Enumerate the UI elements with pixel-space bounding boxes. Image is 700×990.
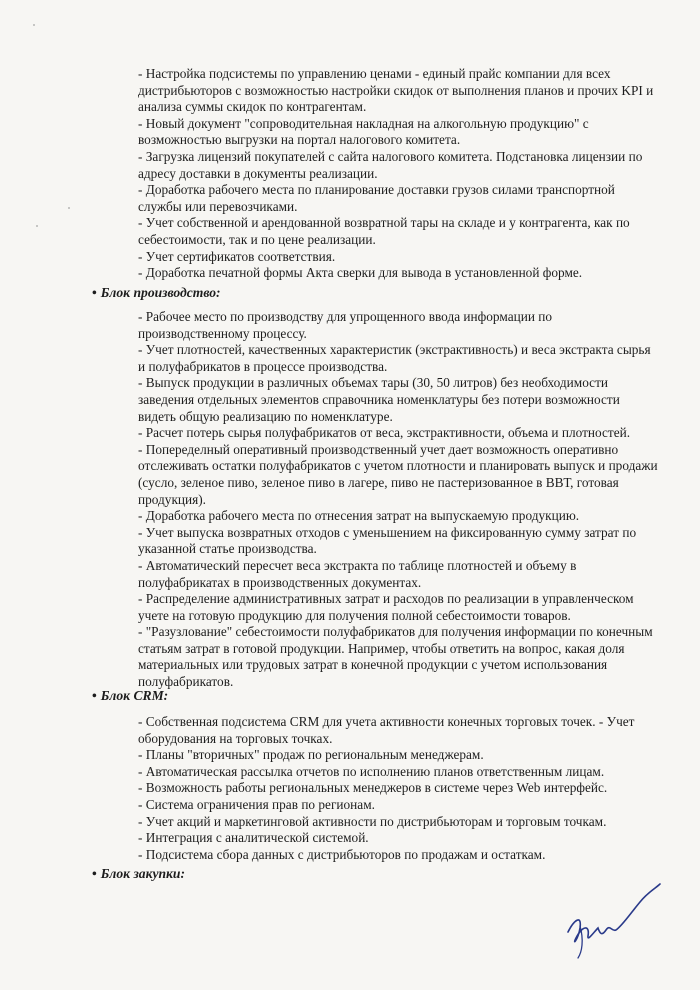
production-features-list [138, 309, 658, 691]
text-line: указанной статье производства. [138, 541, 317, 557]
text-line: оборудования на торговых точках. [138, 730, 333, 746]
text-line: службы или перевозчиками. [138, 198, 298, 214]
text-line: - Собственная подсистема CRM для учета активности конечных торговых точек. - Учет [138, 714, 635, 729]
text-line: - Рабочее место по производству для упрощенного ввода информации по [138, 309, 553, 324]
heading-purchase [92, 866, 185, 882]
text-line: - Новый документ "сопроводительная накладная на алкогольную продукцию" с [138, 115, 589, 131]
text-line: - Автоматическая рассылка отчетов по исполнению планов ответственным лицам. [138, 763, 605, 779]
text-line: себестоимости, так и по цене реализации. [138, 231, 376, 247]
text-line: - Подсистема сбора данных с дистрибьюторов по продажам и остаткам. [138, 846, 546, 862]
text-line: адресу доставки в документы реализации. [138, 165, 378, 181]
text-line: материальных или трудовых затрат в конечной продукции с учетом использования [138, 657, 608, 673]
text-line: - Интеграция с аналитической системой. [138, 830, 369, 846]
paper-speck [36, 225, 38, 227]
bullet-icon: • [92, 688, 97, 703]
text-line: заведения отдельных элементов справочника номенклатуры без потери возможности [138, 391, 620, 407]
text-line: - Настройка подсистемы по управлению ценами - единый прайс компании для всех [138, 66, 611, 81]
text-line: - Учет акций и маркетинговой активности по дистрибьюторам и торговым точкам. [138, 813, 607, 829]
paper-speck [33, 24, 35, 26]
text-line: анализа суммы скидок по контрагентам. [138, 99, 367, 115]
text-line: - Учет сертификатов соответствия. [138, 248, 336, 264]
sales-features-list [138, 66, 658, 282]
text-line: и полуфабрикатов в процессе производства. [138, 358, 388, 374]
bullet-icon: • [92, 866, 97, 881]
paper-speck [68, 207, 70, 209]
text-line: полуфабрикатов. [138, 674, 234, 690]
text-line: - Учет собственной и арендованной возвратной тары на складе и у контрагента, как по [138, 215, 630, 231]
heading-production-text: Блок производство: [100, 285, 221, 300]
text-line: - Доработка рабочего места по отнесения затрат на выпускаемую продукцию. [138, 508, 580, 524]
text-line: - Выпуск продукции в различных объемах тары (30, 50 литров) без необходимости [138, 375, 609, 391]
text-line: - Расчет потерь сырья полуфабрикатов от веса, экстрактивности, объема и плотностей. [138, 425, 631, 441]
text-line: - Распределение административных затрат и расходов по реализации в управленческом [138, 591, 634, 607]
text-line: - Автоматический пересчет веса экстракта по таблице плотностей и объему в [138, 557, 577, 573]
text-line: - Доработка рабочего места по планирование доставки грузов силами транспортной [138, 182, 615, 198]
text-line: возможностью выгрузки на портал налогового комитета. [138, 132, 461, 148]
text-line: - "Разузлование" себестоимости полуфабрикатов для получения информации по конечным [138, 624, 653, 640]
text-line: видеть общую реализацию по номенклатуре. [138, 408, 393, 424]
signature-icon [560, 880, 670, 960]
text-line: производственному процессу. [138, 325, 307, 341]
text-line: - Попеределный оперативный производственный учет дает возможность оперативно [138, 441, 619, 457]
text-line: - Возможность работы региональных менеджеров в системе через Web интерфейс. [138, 780, 608, 796]
text-line: - Планы "вторичных" продаж по региональным менеджерам. [138, 747, 484, 763]
bullet-icon: • [92, 285, 97, 300]
text-line: - Учет выпуска возвратных отходов с уменьшением на фиксированную сумму затрат по [138, 524, 637, 540]
heading-crm [92, 688, 168, 704]
text-line: продукция). [138, 491, 207, 507]
text-line: статьям затрат в готовой продукции. Например, чтобы ответить на вопрос, какая доля [138, 640, 625, 656]
crm-features-list [138, 714, 658, 863]
text-line: - Загрузка лицензий покупателей с сайта налогового комитета. Подстановка лицензии по [138, 148, 643, 164]
text-line: отслеживать остатки полуфабрикатов с учетом плотности и планировать выпуск и продажи [138, 458, 658, 474]
text-line: (сусло, зеленое пиво, зеленое пиво в лагере, пиво не пастеризованное в ВВТ, готовая [138, 474, 619, 490]
text-line: - Система ограничения прав по регионам. [138, 796, 375, 812]
text-line: - Учет плотностей, качественных характеристик (экстрактивность) и веса экстракта сырья [138, 342, 651, 358]
heading-crm-text: Блок CRM: [100, 688, 169, 703]
heading-production [92, 285, 221, 301]
heading-purchase-text: Блок закупки: [100, 866, 186, 881]
text-line: учете на готовую продукцию для получения полной себестоимости товаров. [138, 607, 571, 623]
text-line: дистрибьюторов с возможностью настройки скидок от выполнения планов и прочих KPI и [138, 82, 654, 98]
text-line: - Доработка печатной формы Акта сверки для вывода в установленной форме. [138, 265, 583, 281]
text-line: полуфабрикатах в производственных документах. [138, 574, 422, 590]
